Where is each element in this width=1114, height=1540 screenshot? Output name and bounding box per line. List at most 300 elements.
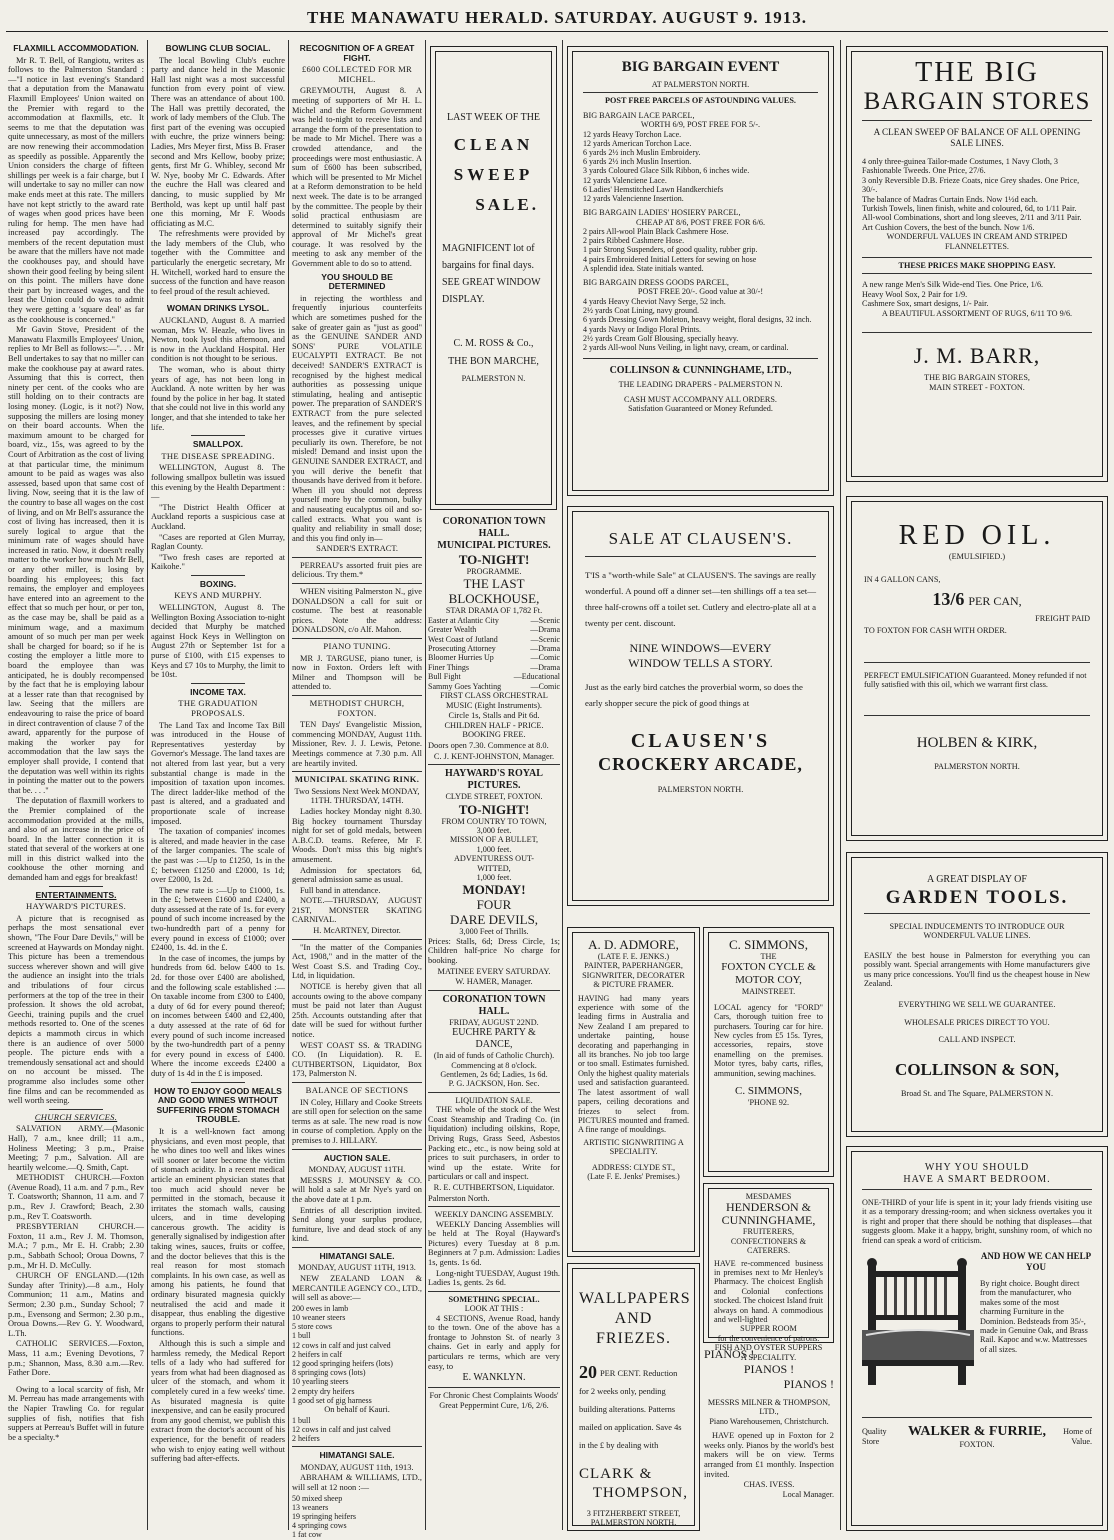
ad-text: POST FREE PARCELS OF ASTOUNDING VALUES. — [605, 96, 796, 106]
ad-text: ARTISTIC SIGNWRITING A SPECIALITY. — [583, 1137, 684, 1157]
ad-text: PAINTER, PAPERHANGER, SIGNWRITER, DECORATER & PICTURE FRAMER. — [582, 961, 685, 990]
article-paragraph: GREYMOUTH, August 8. A meeting of supporters of Mr H. L. Michel and the Reform Government was held to-night to receive lists and arrange the form of the presentation to be made to Mr Michel. There was a crowded attendance, and the proceedings were most enthusiastic. A sum of £600 has been subscribed, which will be presented to Mr Michel at a Reform demonstration to be held next week. The date is to be arranged by the committee. The people by their solid practical enthusiasm are determined to suitably signify their approval of Mr Michel's great courage. It was resolved by the meeting to ask any member of the Government able to do so to attend. — [292, 86, 422, 269]
ad-text: BIG BARGAIN EVENT — [621, 59, 780, 75]
ad-text: SALE AT CLAUSEN'S. — [585, 528, 816, 557]
ad-text: FROM COUNTRY TO TOWN, — [441, 816, 547, 826]
programme-title: Prosecuting Attorney — [428, 644, 496, 654]
article-paragraph: WELLINGTON, August 8. The Wellington Boxing Association to-night decided that Murphy be matched against Hock Keys in Wellington on August 27th or September 1st for a purse of £100, with £15 expenses to Keys and £7 10s to Murphy, the limit to be 10st. — [151, 603, 285, 680]
headline-methodist: METHODIST CHURCH, FOXTON. — [309, 698, 405, 718]
list-item: 12 cows in calf and just calved — [292, 1424, 391, 1434]
ad-text: EUCHRE PARTY & — [452, 1027, 536, 1039]
programme-item — [428, 682, 560, 691]
ad-text: A GREAT DISPLAY OF — [927, 874, 1027, 885]
headline-boxing: BOXING. — [199, 578, 237, 589]
programme-title: West Coast of Jutland — [428, 634, 498, 644]
ad-text: SALE. — [475, 195, 539, 214]
ad-text: HOLBEN & KIRK, — [864, 715, 1090, 752]
article-paragraph: The new rate is :—Up to £1000, 1s. in the £; between £1600 and £2400, a duty assessed at the rate of 1s. for every pound of such income increased by the two-hundredth part of a penny for every pound in excess of £1000; over £2400, 1s. 4d. in the £. — [151, 885, 285, 953]
article-paragraph: PRESBYTERIAN CHURCH.—Foxton, 11 a.m., Rev J. M. Thomson, M.A.; 7 p.m., Mr E. H. Crabb; 2.30 p.m., Sabbath School; Oroua Downs, 7 p.m., Mr H. D. McCully. — [8, 1222, 144, 1270]
divider — [292, 638, 422, 639]
ad-text: LOOK AT THIS : — [464, 1304, 524, 1314]
list-item: 6 yards 2½ inch Muslin Insertion. — [583, 157, 692, 167]
divider — [292, 557, 422, 558]
parcel-list — [583, 297, 818, 352]
ad-text: FIRST CLASS ORCHESTRAL MUSIC (Eight Instruments). — [440, 691, 548, 710]
ad-text: C. SIMMONS, — [735, 1085, 802, 1098]
stock-list — [292, 1304, 422, 1405]
ad-text: IN 4 GALLON CANS, — [864, 575, 941, 585]
list-item: 6 yards Dressing Gown Moleton, heavy weight, floral designs, 32 inch. — [583, 315, 812, 325]
ad-text: SWEEP — [453, 165, 534, 184]
headline-lysol: WOMAN DRINKS LYSOL. — [166, 303, 270, 314]
list-item: 12 yards Valencienne Insertion. — [583, 194, 684, 204]
ad-text: 3,000 feet. — [476, 826, 512, 836]
headline-bowling: BOWLING CLUB SOCIAL. — [165, 43, 271, 53]
ad-big-bargain-event — [567, 46, 834, 496]
list-item: 1 bull — [292, 1331, 311, 1341]
ad-text: MAGNIFICENT lot of bargains for final days. SEE GREAT WINDOW DISPLAY. — [442, 243, 541, 305]
programme-genre: —Drama — [530, 644, 560, 654]
ad-text: HAVE opened up in Foxton for 2 weeks only. Pianos by the world's best makers will be on view. Terms arranged from £1 monthly. Inspection invited. — [704, 1431, 834, 1479]
headline-good-meals: HOW TO ENJOY GOOD MEALS AND GOOD WINES WITHOUT SUFFERING FROM STOMACH TROUBLE. — [154, 1085, 282, 1125]
ad-text: HAVE A SMART BEDROOM. — [862, 1174, 1092, 1190]
parcel-list — [583, 130, 818, 204]
notice: Full band in attendance. — [300, 885, 381, 895]
programme-item — [428, 672, 560, 681]
ad-text: The balance of Madras Curtain Ends. Now 1½d each. — [862, 194, 1038, 204]
ad-text: FOXTON CYCLE & — [721, 961, 816, 974]
list-item: 12 yards Valenciene Lace. — [583, 175, 667, 185]
programme-genre: —Comic — [530, 653, 560, 663]
bed-illustration-icon — [862, 1255, 974, 1395]
ad-text: BARGAIN STORES — [862, 88, 1092, 121]
ad-walker-furrie — [846, 1146, 1108, 1531]
article-paragraph: It is a well-known fact among physicians, and even most people, that he who dines too well and likes wines will sooner or later become the victim of stomach acidity. In a recent medical article an eminent physician states that too much acid should never be permitted in the stomach, because it irritates the stomach walls, causing ulcers, and in time developing cancerous growth. The acidity is generally signalised by indigestion after taking wines, sauces, fruits or coffee, and the doctor believes that this is the real reason for most stomach complaints. In his own case, as well as among his patients, he found that ordinary bisurated magnesia quickly neutralised the acid and made it disappear, thus enabling the digestive organs to properly perform their natural functions. — [151, 1126, 285, 1338]
article-paragraph: The deputation of flaxmill workers to the Premier complained of the accommodation provided at the mills, and also of an increase in the price of board. In the latter connection it is stated that several of the workers at one mill in this district walked into the cookhouse the other morning and demanded ham and eggs for breakfast! — [8, 796, 144, 883]
ad-text: CALL AND INSPECT. — [938, 1035, 1016, 1045]
ad-text: 'PHONE 92. — [747, 1098, 790, 1108]
ad-text: PALMERSTON NORTH. — [590, 1518, 677, 1528]
ad-text: for the convenience of patrons. — [717, 1333, 820, 1343]
ad-text: MOTOR COY, — [735, 974, 802, 987]
notice: On behalf of Kauri. — [324, 1405, 390, 1415]
divider — [49, 1381, 103, 1382]
masthead-rule — [6, 31, 1108, 32]
column-rule — [425, 40, 426, 1530]
ad-text: WEEKLY Dancing Assemblies will be held at The Royal (Hayward's Pictures) every Tuesday at 8 p.m. Beginners at 7 p.m. Admission: Ladies 1s, gents. 1s 6d. — [428, 1219, 560, 1267]
notice: IN Coley, Hillary and Cooke Streets are still open for selection on the same terms as at sale. The new road is now in course of completion. Apply on the premises to J. HILLARY. — [292, 1097, 422, 1145]
divider — [191, 575, 245, 576]
notice: MONDAY, AUGUST 11TH, 1913. — [298, 1263, 416, 1273]
ad-text: CHAS. IVESS. — [743, 1480, 795, 1490]
column-rule — [288, 40, 289, 1530]
advert-signature: SANDER'S EXTRACT. — [316, 544, 398, 554]
notice: H. McARTNEY, Director. — [313, 926, 401, 936]
article-paragraph: Although this is such a simple and harmless remedy, the Medical Report tells of a lady who had suffered for years from what had been diagnosed as ulcer of the stomach, and whom it completely cured in a few weeks' time. As bisurated magnesia is quite inexpensive, and can be easily procured from any good chemist, we publish this extract from the doctor's account of his experience, for the benefit of readers who wish to enjoy eating well without suffering bad after-effects. — [151, 1339, 285, 1464]
ad-text: SUPPER ROOM — [740, 1324, 797, 1334]
divider — [292, 771, 422, 772]
headline-sections: BALANCE OF SECTIONS — [305, 1084, 409, 1095]
notice: NEW ZEALAND LOAN & MERCANTILE AGENCY CO., LTD., will sell as above:— — [292, 1274, 422, 1303]
ad-text: MUNICIPAL PICTURES. — [437, 540, 551, 551]
ad-text: C. M. ROSS & Co., — [453, 338, 534, 349]
ad-text: CORONATION TOWN HALL. — [442, 993, 546, 1017]
ad-text: FREIGHT PAID — [1035, 613, 1090, 623]
headline-sander: YOU SHOULD BE DETERMINED — [321, 271, 393, 292]
ad-text: THE — [760, 952, 777, 961]
ad-text: ONE-THIRD of your life is spent in it; your lady friends visiting use it as a temporary dressing-room; and when sickness overtakes you it is right and proper that there should be nothing that displeases—that suggests gloom. Make it a happy, bright, sunshiny room, of which no friend can speak a word of criticism. — [862, 1198, 1092, 1245]
ad-text: CORONATION TOWN HALL. — [442, 516, 546, 539]
list-item: 6 Ladies' Hemstitched Lawn Handkerchiefs — [583, 184, 724, 194]
ad-text: RED OIL. — [898, 520, 1056, 551]
article-paragraph: The woman, who is about thirty years of age, has not been long in Auckland. A note written by her was found by the police in her bag. It stated that she could not live in this world any longer, and that she intended to take her life. — [151, 365, 285, 432]
ad-text: HAVING had many years experience with some of the leading firms in Australia and New Zealand I am prepared to undertake painting, house decorating and paperhanging in all its branches. No job too large or too small. Estimates furnished. Only the highest quality materials used and satisfaction guaranteed. The latest assortment of wall papers, ceiling decorations and friezes to select from. PICTURES mounted and framed. A fine range of mouldings. — [578, 993, 689, 1135]
notice: WHEN visiting Palmerston N., give DONALDSON a call for suit or costume. The best at reasonable prices. Note the address: DONALDSON, c/o Alf. Mahon. — [292, 587, 422, 635]
ad-text: C. SIMMONS, — [728, 937, 809, 952]
ad-text: MESSRS MILNER & THOMPSON, LTD., — [707, 1398, 831, 1417]
headline-entertainments: ENTERTAINMENTS. — [35, 889, 117, 900]
list-item: 13 weaners — [292, 1502, 329, 1512]
column-3 — [292, 40, 422, 1540]
ad-text: PROGRAMME. — [466, 567, 522, 576]
ad-text: DANCE, — [475, 1039, 513, 1051]
ad-text: SOMETHING SPECIAL. — [448, 1294, 540, 1304]
ad-text: EVERYTHING WE SELL WE GUARANTEE. — [898, 1000, 1056, 1010]
list-item: 12 yards American Torchon Lace. — [583, 138, 692, 148]
ad-text: THE BIG — [915, 57, 1039, 88]
ad-text: POST FREE 20/-. Good value at 30/-! — [637, 287, 764, 297]
column-4-notices — [428, 516, 560, 1534]
ad-text: ADDRESS: CLYDE ST., — [591, 1162, 676, 1172]
article-paragraph: In the case of incomes, the jumps by hundreds from 6d. below £400 to 1s. 2d. for those over £400 are abolished, and the following scale established :—On taxable income from £300 to £400, a duty of 6d for every pound thereof; on incomes between £400 and £2,400, a duty assessed at the rate of 6d for every pound of such income increased by the two-hundredth part of a penny for every pound in excess of £400. Where the income exceeds £2400 a duty of 1s 4d in the £ is imposed. — [151, 953, 285, 1078]
ad-text: CLYDE STREET, FOXTON. — [445, 792, 543, 802]
ad-text: PALMERSTON NORTH. — [657, 785, 744, 794]
ad-text: BIG BARGAIN LACE PARCEL, — [583, 110, 695, 120]
headline-smallpox: SMALLPOX. — [192, 439, 244, 450]
list-item: 2 empty dry heifers — [292, 1386, 355, 1396]
programme-genre: —Drama — [530, 625, 560, 635]
programme-title: Finer Things — [428, 662, 469, 672]
divider — [428, 1092, 560, 1093]
ad-big-bargain-stores — [846, 46, 1108, 482]
list-item: 200 ewes in lamb — [292, 1303, 349, 1313]
ad-text: 3 FITZHERBERT STREET, — [586, 1509, 681, 1518]
ad-text: FRUITERERS, CONFECTIONERS & CATERERS. — [730, 1227, 807, 1256]
ad-text: MAINSTREET. — [741, 987, 796, 997]
subhead-income-tax: THE GRADUATION PROPOSALS. — [178, 698, 258, 718]
ad-text: Prices: Stalls, 6d; Dress Circle, 1s; Children half-price No charge for booking. — [428, 936, 560, 966]
ad-text: WINDOW TELLS A STORY. — [628, 656, 773, 670]
ad-text: Broad St. and The Square, PALMERSTON N. — [901, 1088, 1053, 1098]
headline-skating: MUNICIPAL SKATING RINK. — [294, 774, 420, 785]
ad-text: WEEKLY DANCING ASSEMBLY. — [434, 1210, 554, 1220]
list-item: 5 store cows — [292, 1322, 332, 1332]
ad-text: FISH AND OYSTER SUPPERS A SPECIALITY. — [714, 1343, 823, 1362]
article-paragraph: The refreshments were provided by the lady members of the Club, who together with the Committee and particularly the energetic secretary, Mr H. Witchell, worked hard to ensure the success of the function and have reason to feel proud of the result achieved. — [151, 229, 285, 296]
notice: Admission for spectators 6d, general admission same as usual. — [292, 865, 422, 885]
notice: TEN Days' Evangelistic Mission, commencing MONDAY, August 11th. Missioner, Rev. J. J. Lewis, Petone. Meetings commence at 7.30 p.m. All are heartily invited. — [292, 720, 422, 768]
ad-text: PALMERSTON NORTH. — [934, 762, 1020, 772]
list-item: 1 pair Strong Suspenders, of good quality, rubber grip. — [583, 245, 758, 255]
ad-text: PERFECT EMULSIFICATION Guaranteed. Money refunded if not fully satisfied with this oil, which we warrant first class. — [864, 662, 1090, 690]
ad-text: Art Cushion Covers, the best of the bunch. Now 1/6. — [862, 222, 1035, 232]
column-rule — [840, 40, 841, 1530]
list-item: 4 yards Heavy Cheviot Navy Serge, 52 inch. — [583, 296, 726, 306]
ad-text: Cashmere Sox, smart designs, 1/- Pair. — [862, 299, 989, 309]
ad-text: WALLPAPERS — [579, 1290, 691, 1307]
ad-text: MATINEE EVERY SATURDAY. — [437, 966, 551, 976]
ad-text: All-wool Combinations, short and long sleeves, 2/11 and 3/11 Pair. — [862, 213, 1082, 223]
ad-text: Turkish Towels, linen finish, white and coloured, 6d, to 1/11 Pair. — [862, 204, 1077, 214]
list-item: 2½ yards Coat Lining, navy ground. — [583, 306, 699, 316]
list-item: 1 fat cow — [292, 1530, 322, 1540]
ad-text: 4 only three-guinea Tailor-made Costumes, 1 Navy Cloth, 3 Fashionable Tweeds. One Price, 27/6. — [862, 157, 1059, 176]
divider — [292, 939, 422, 940]
ad-text: P. G. JACKSON, Hon. Sec. — [448, 1079, 540, 1089]
ad-text: 20 — [579, 1362, 597, 1382]
headline-himatangi: HIMATANGI SALE. — [319, 1250, 395, 1261]
ad-text: Commencing at 8 o'clock. — [451, 1060, 537, 1070]
ad-text: Palmerston North. — [428, 1193, 490, 1203]
programme-genre: —Educational — [513, 672, 560, 682]
programme-item — [428, 625, 560, 634]
ad-text: WITTED, — [477, 863, 511, 873]
divider — [49, 886, 103, 887]
stock-list — [292, 1416, 422, 1444]
ad-text: EASILY the best house in Palmerston for everything you can possibly want. Special arrangements with Home manufacturers give us many price concessions. You'll find us the cheapest house in New Zealand. — [864, 950, 1090, 989]
subhead-haywards: HAYWARD'S PICTURES. — [25, 901, 127, 912]
programme-genre: —Comic — [530, 681, 560, 691]
notice: WEST COAST SS. & TRADING CO. (In Liquidation). R. E. CUTHBERTSON, Liquidator, Box 173, Palmerston N. — [292, 1040, 422, 1079]
article-paragraph: The taxation of companies' incomes is altered, and made heavier in the case of the larger companies. The scale of the past was :—Up to £1250, 1s in the £; between £1250 and £2000, 1s 1d; over £2000, 1s 2d. — [151, 827, 285, 885]
subhead-great-fight: £600 COLLECTED FOR MR MICHEL. — [301, 64, 413, 84]
programme-genre: —Scenic — [530, 615, 560, 625]
list-item: 2 heifers in calf — [292, 1349, 342, 1359]
ad-text: THE LAST — [463, 576, 525, 592]
ad-text: A new range Men's Silk Wide-end Ties. One Price, 1/6. — [862, 280, 1044, 290]
notice: MESSRS J. MOUNSEY & CO. will hold a sale at Mr Nye's yard on the above date at 1 p.m. — [292, 1175, 422, 1204]
ad-text: 13/6 — [932, 588, 965, 609]
notice: MONDAY, AUGUST 11th, 1913. — [300, 1462, 414, 1472]
list-item: 2½ yards Cream Golf Blousing, specially heavy. — [583, 333, 739, 343]
programme-title: Bloomer Hurries Up — [428, 653, 494, 663]
column-1 — [8, 40, 144, 1532]
subhead-smallpox: THE DISEASE SPREADING. — [161, 450, 275, 461]
ad-text: AT PALMERSTON NORTH. — [583, 80, 818, 93]
notice: Entries of all description invited. Send along your surplus produce, furniture, live and dead stock of any kind. — [292, 1205, 422, 1244]
article-paragraph: Mr R. T. Bell, of Rangiotu, writes as follows to the Palmerston Standard :—"I notice in last evening's Standard that a deputation from the Manawatu Flaxmill Employees' Union waited on the Premier with regard to the accommodation at flaxmills, etc. It seems to me that the deputation was quite unnecessary, as most of the millers are now renewing their accommodation as speedily as possible. Apparently the Union considers the charge of fifteen shillings per week is a fair charge, but I will undertake to say no miller can now make ends meet at this rate. The millers have not kept strictly to the award rate of wages when good prices have been ruling for hemp. The men have had increased pay accordingly. The members of the recent deputation must be aware that the millers have not made the cookhouses pay, and should have shown their good feeling by being silent on this point. The millers have done their part by increased wages, and the least the Union could do was to admit they were getting a 'square deal' as far as the cookhouse is concerned." — [8, 55, 144, 324]
ad-text: TO-NIGHT! — [458, 552, 530, 567]
ad-text: HAYWARD'S ROYAL PICTURES. — [445, 768, 543, 792]
article-paragraph: Mr Gavin Stove, President of the Manawatu Flaxmills Employees' Union, replies to Mr Bell as follows:—". . . Mr Bell undertakes to say that no miller can make the cookhouse pay at award rates. Assuming that this is correct, then ninety per cent. of the cooks who are still holding on to their contracts are losing money. (Logic, is it not?) Now, supposing the millers are losing money on their board accounts. When the maximum amount to be charged for board, viz., 15s, was agreed to by the Court of Arbitration as the cost of living at that particular time, the minimum amount to be paid as wages was also assessed, based upon that same cost of living. Now, seeing that it is the law of the country to base all wages on the cost of living, and on Mr Bell's assurance the cost of living has increased, then it is surely logical to argue that the minimum rate of wages should have increased in ratio. Now, it doesn't really matter to the worker how much Mr Bell, or any other miller, is losing by boarding his employees; this fact remains, the employer and employees have entered into an agreement to the effect that so much per hour, or per ton, as the case may be, shall be paid as a minimum wage, and a maximum amount of so much per man per week shall be charged for board; so if he is costing the employer a little more to board the employee than was anticipated, he is doubly recompensed by the fact that he is employing labour at a lesser rate than that recognised by law. Seeing that the millers are endeavouring to raise the price of board in direct contravention of clause 7 of the award, apparently for the purpose of making the worker pay for accommodation that the law says the employer shall provide, I contend that the deputation was well within its rights in pointing the matter out to the powers that be. . . ." — [8, 325, 144, 795]
ad-text: BLOCKHOUSE, — [448, 591, 540, 607]
list-item: 4 pairs Embroidered Initial Letters for sewing on hose — [583, 254, 757, 264]
ad-clean-sweep — [430, 46, 557, 510]
divider — [191, 299, 245, 300]
ad-text: PIANOS ! — [743, 1362, 795, 1376]
notice: NOTICE is hereby given that all accounts owing to the above company must be paid not later than August 25th. Accounts outstanding after that date will be sued for without further notice. — [292, 982, 422, 1039]
programme-title: Bull Fight — [428, 672, 461, 682]
programme-title: Greater Wealth — [428, 625, 477, 635]
divider — [292, 1446, 422, 1447]
list-item: 2 yards All-wool Nuns Veiling, in light navy, cream, or cardinal. — [583, 342, 789, 352]
divider — [428, 1387, 560, 1388]
programme-genre: —Drama — [530, 662, 560, 672]
article-paragraph: The local Bowling Club's euchre party and dance held in the Masonic Hall last night was a most successful function from every point of view. There was an attendance of about 100. The Hall was prettily decorated, the work of lady members of the Club. The first part of the evening was occupied with euchre, the prize winners being: Ladies, Mrs Meyer first, Miss B. Fraser second and Mrs Kellow, booby prize; gents, first Mr G. Whibley, second Mr W. Nye, booby Mr C. Edwards. After the euchre the Hall was cleared and dancing, to music supplied by Mr Berthold, was kept up until half past one this morning, Mr F. Woods officiating as M.C. — [151, 55, 285, 228]
ad-text: CROCKERY ARCADE, — [598, 754, 803, 774]
ad-garden-tools — [846, 852, 1108, 1137]
divider — [428, 764, 560, 765]
ad-text: CUNNINGHAME, — [721, 1213, 816, 1228]
headline-auction: AUCTION SALE. — [323, 1152, 391, 1163]
ad-text: MAIN STREET - FOXTON. — [929, 382, 1025, 392]
ad-text: FOXTON. — [959, 1440, 995, 1450]
article-paragraph: The Land Tax and Income Tax Bill was introduced in the House of Representatives yesterday by Governor's Message. The land taxes are not altered from last year, but a very substantial change is made in the imposition of taxation upon incomes. The direct ladder-like method of the past is altered, and a graduated and proportionate scale of increase imposed. — [151, 720, 285, 826]
divider — [292, 1247, 422, 1248]
ad-pianos — [704, 1347, 834, 1533]
notice: NOTE.—THURSDAY, AUGUST 21ST, MONSTER SKATING CARNIVAL. — [292, 896, 422, 925]
ad-text: WONDERFUL VALUES IN CREAM AND STRIPED FLANNELETTES. — [886, 232, 1068, 251]
ad-text: PER CENT. Reduction for 2 weeks only, pending building alterations. Patterns mailed on application. Save 4s in the £ by dealing with — [579, 1369, 682, 1450]
list-item: 4 springing cows — [292, 1521, 347, 1531]
ad-text: Satisfation Guaranteed or Money Refunded. — [628, 403, 773, 413]
article-paragraph: "The District Health Officer at Auckland reports a suspicious case at Auckland. — [151, 502, 285, 531]
ad-text: CLEAN — [453, 135, 534, 154]
ad-text: (In aid of funds of Catholic Church). — [433, 1051, 555, 1061]
divider — [292, 1149, 422, 1150]
ad-text: WORTH 6/9, POST FREE FOR 5/-. — [640, 120, 761, 130]
column-2 — [151, 40, 285, 1532]
article-paragraph: A picture that is recognised as perhaps the most sensational ever shown, "The Four Dare Devils," will be screened at Haywards on Monday night. This picture has been a tremendous success wherever shown and will give the audience an insight into the trials and tribulations of four circus performers at the top of the tree in their profession. It shows the old acrobat, Geechi, training pupils and the cruel methods resorted to. One of the scenes depicts a mammoth circus in which there is an audience of over 5000 people. The picture ends with a tremendously sensational act and should on no account be missed. The programme also includes some other fine films and can be recommended as well worth seeing. — [8, 913, 144, 1106]
ad-text: PALMERSTON N. — [461, 374, 526, 383]
divider — [191, 435, 245, 436]
programme-item — [428, 644, 560, 653]
ad-text: COLLINSON & SON, — [895, 1059, 1059, 1079]
ad-text: AND FRIEZES. — [595, 1310, 672, 1347]
divider — [49, 1109, 103, 1110]
ad-text: BIG BARGAIN LADIES' HOSIERY PARCEL, — [583, 208, 741, 218]
ad-text: PIANOS ! — [704, 1347, 755, 1361]
advert-paragraph: in rejecting the worthless and frequently injurious counterfeits which are sometimes pushed for the sake of greater gain as "just as good" as the GENUINE SANDER AND SONS' PURE VOLATILE EUCALYPTI EXTRACT. Be not deceived! SANDER'S EXTRACT is recognised by the highest medical authorities as possessing unique stimulating, healing and antiseptic power. The preparation of SANDER'S EXTRACT from the pure selected leaves, and the refinement by special processes give it curative virtues peculiarly its own. Therefore, be not misled! Demand and insist upon the GENUINE SANDER EXTRACT, and you will derive the benefit that thousands have derived from it before. When ill you should not depress yourself more by the common, bulky and nauseating eucalyptus oil and so-called extracts. What you want is quality and reliability in small dose; and this you find only in— — [292, 293, 422, 543]
ad-text: Circle 1s, Stalls and Pit 6d. CHILDREN HALF - PRICE. BOOKING FREE. — [444, 711, 544, 740]
list-item: 19 springing heifers — [292, 1512, 356, 1522]
ad-text: (EMULSIFIED.) — [948, 552, 1006, 561]
ad-text: ADVENTURESS OUT- — [454, 854, 534, 864]
divider — [191, 683, 245, 684]
ad-text: By right choice. Bought direct from the manufacturer, who makes some of the most charming Furniture in the Dominion. Bedsteads from 35/-, made in Genuine Oak, and Brass Rail. Kapoc and w.w. Mattresses of all sizes. — [980, 1279, 1088, 1354]
list-item: 12 cows in calf and just calved — [292, 1340, 391, 1350]
ad-text: 3,000 Feet of Thrills. — [459, 927, 529, 937]
ad-text: E. WANKLYN. — [462, 1372, 526, 1384]
ad-text: W. HAMER, Manager. — [455, 977, 533, 987]
article-paragraph: Owing to a local scarcity of fish, Mr M. Perreau has made arrangements with the Napier Trawling Co. for regular supplies of fish, notifies that fish suppers at Perreau's Buffet will in future be a specialty.* — [8, 1384, 144, 1442]
ad-text: HAVE re-commenced business in premises next to Mr Henley's Pharmacy. The choicest English and Colonial confections stocked. The choicest Island fruit always on hand. A commodious and well-lighted — [714, 1258, 823, 1325]
ad-text: Doors open 7.30. Commence at 8.0. — [428, 741, 549, 751]
list-item: 2 pairs All-wool Plain Black Cashmere Hose. — [583, 227, 729, 237]
notice: PERREAU's assorted fruit pies are delicious. Try them.* — [292, 560, 422, 580]
notice: Ladies hockey Monday night 8.30. Big hockey tournament Thursday night for set of gold medals, between A.B.C.D. teams. Referee, Mr F. Woods. Don't miss this big night's amusement. — [292, 806, 422, 864]
ad-text: THE LEADING DRAPERS - PALMERSTON N. — [618, 380, 783, 390]
ad-text: TO FOXTON FOR CASH WITH ORDER. — [864, 626, 1007, 636]
notice: MR J. TARGUSE, piano tuner, is now in Foxton. Orders left with Milner and Thompson will be attended to. — [292, 653, 422, 692]
headline-church-services: CHURCH SERVICES. — [34, 1111, 118, 1122]
ad-text: 4 SECTIONS, Avenue Road, handy to the town. One of the above has a frontage to Johnston St. of nearly 3 chains. Get in early and apply for particulars re terms, which are very easy, to — [428, 1313, 560, 1371]
list-item: 10 yearling steers — [292, 1377, 349, 1387]
ad-text: 3 only Reversible D.B. Frieze Coats, nice Grey shades. One Price, 30/-. — [862, 175, 1080, 195]
ad-text: MISSION OF A BULLET, — [449, 835, 539, 845]
programme-item — [428, 635, 560, 644]
list-item: 50 mixed sheep — [292, 1493, 343, 1503]
list-item: 12 yards Heavy Torchon Lace. — [583, 129, 682, 139]
article-paragraph: WELLINGTON, August 8. The following smallpox bulletin was issued this evening by the Health Department :— — [151, 463, 285, 502]
ad-text: Piano Warehousemen, Christchurch. — [709, 1416, 829, 1426]
ad-text: STAR DRAMA OF 1,782 Ft. — [445, 606, 543, 616]
list-item: 4 yards Navy or Indigo Floral Prints. — [583, 324, 701, 334]
headline-income-tax: INCOME TAX. — [190, 686, 246, 697]
ad-text: THE whole of the stock of the West Coast Steamship and Trading Co. (in liquidation) including oilskins, Rope, Driving Rugs, Grass Seed, Asbestos Packing etc., etc., is now being sold at prices to suit purchasers, in order to wind up the estate. Write for particulars or call and inspect. — [428, 1105, 560, 1182]
ad-text: C. J. KENT-JOHNSTON, Manager. — [433, 751, 555, 761]
list-item: 2 heifers — [292, 1434, 320, 1444]
programme-item — [428, 663, 560, 672]
ad-text: WHOLESALE PRICES DIRECT TO YOU. — [904, 1017, 1050, 1027]
article-paragraph: SALVATION ARMY.—(Masonic Hall), 7 a.m., knee drill; 11 a.m., Holiness Meeting; 3 p.m., Praise Meeting; 7 p.m., Salvation. All are heartily welcome.—Q. Smith, Capt. — [8, 1124, 144, 1172]
column-rule — [147, 40, 148, 1530]
programme-title: Easter at Atlantic City — [428, 615, 499, 625]
ad-text: CLAUSEN'S — [630, 730, 771, 752]
notice: Two Sessions Next Week MONDAY, 11TH. THURSDAY, 14TH. — [294, 786, 420, 806]
ad-red-oil — [846, 496, 1108, 841]
ad-text: SPECIAL INDUCEMENTS TO INTRODUCE OUR WONDERFUL VALUE LINES. — [889, 922, 1065, 941]
ad-text: THESE PRICES MAKE SHOPPING EASY. — [862, 257, 1092, 274]
list-item: 1 good set of gig harness — [292, 1395, 372, 1405]
notice: MONDAY, AUGUST 11TH. — [308, 1165, 406, 1175]
headline-piano: PIANO TUNING. — [323, 641, 391, 652]
ad-text: WALKER & FURRIE, — [907, 1424, 1047, 1440]
ad-text: MONDAY! — [462, 882, 526, 898]
ad-text: (LATE F. E. JENKS.) — [597, 952, 670, 961]
ad-text: Long-night TUESDAY, August 19th. Ladies 1s, gents. 2s 6d. — [428, 1268, 560, 1288]
list-item: 1 bull — [292, 1415, 311, 1425]
ad-text: (Late F. E. Jenks' Premises.) — [587, 1171, 680, 1181]
divider — [292, 583, 422, 584]
programme-item — [428, 616, 560, 625]
divider — [428, 1206, 560, 1207]
column-rule — [562, 40, 563, 1530]
headline-himatangi-2: HIMATANGI SALE. — [319, 1450, 395, 1461]
ad-text: A CLEAN SWEEP OF BALANCE OF ALL OPENING SALE LINES. — [873, 127, 1081, 148]
ad-text: Gentlemen, 2s 6d; Ladies, 1s 6d. — [440, 1070, 548, 1080]
ad-text: CLARK & — [579, 1466, 653, 1482]
ad-text: Just as the early bird catches the proverbial worm, so does the early shopper secure the pick of good things at — [585, 682, 803, 708]
divider — [292, 695, 422, 696]
notice: ABRAHAM & WILLIAMS, LTD., will sell at 12 noon :— — [292, 1473, 422, 1493]
article-paragraph: "Cases are reported at Glen Murray, Raglan County. — [151, 532, 285, 552]
ad-text: 1,000 feet. — [476, 873, 512, 883]
ad-text: MESDAMES — [745, 1192, 792, 1201]
headline-flaxmill: FLAXMILL ACCOMMODATION. — [13, 43, 139, 53]
ad-text: PER CAN, — [968, 593, 1022, 608]
ad-admore — [567, 927, 700, 1257]
ad-text: Heavy Wool Sox, 2 Pair for 1/9. — [862, 289, 968, 299]
ad-text: LIQUIDATION SALE. — [455, 1095, 533, 1105]
ad-text: CASH MUST ACCOMPANY ALL ORDERS. — [624, 394, 777, 404]
ad-text: A BEAUTIFUL ASSORTMENT OF RUGS, 6/11 TO 9/6. — [881, 308, 1073, 318]
ad-clausens — [567, 506, 834, 906]
programme-genre: —Scenic — [530, 634, 560, 644]
list-item: 12 good springing heifers (lots) — [292, 1359, 393, 1369]
ad-simmons — [703, 927, 834, 1177]
ad-text: FOUR — [476, 897, 512, 913]
